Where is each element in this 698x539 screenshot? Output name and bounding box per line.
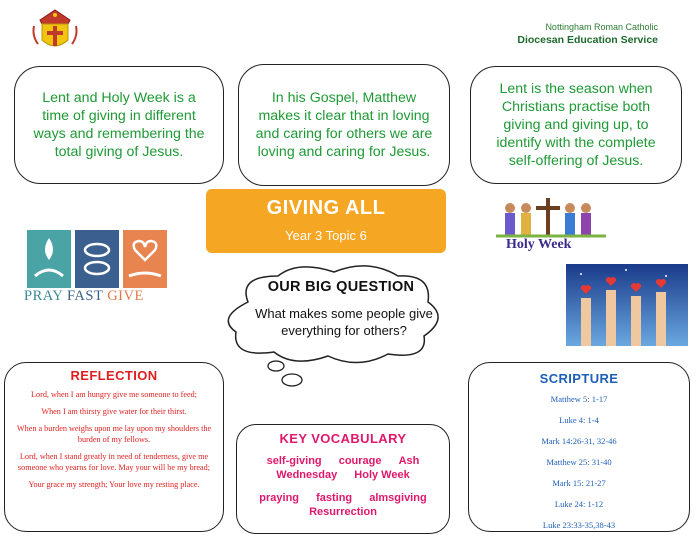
vocab-word: Wednesday [276,469,338,482]
page-subtitle: Year 3 Topic 6 [285,228,367,243]
reflection-line: When a burden weighs upon me lay upon my shoulders the burden of my fellows. [16,424,212,445]
reflection-line: Lord, when I am hungry give me someone to feed; [31,390,197,399]
scripture-ref: Luke 24: 1-12 [554,499,604,509]
logo-give: GIVE [107,288,144,304]
org-line-1: Nottingham Roman Catholic [545,22,658,32]
vocab-word: praying [259,491,300,504]
vocab-word: Resurrection [309,505,377,518]
reflection-heading: REFLECTION [70,368,158,383]
info-box-text: In his Gospel, Matthew makes it clear that in loving and caring for others we are loving and caring for Jesus. [255,89,433,161]
info-box-lent-season [470,66,682,184]
holy-week-label: Holy Week [506,237,572,252]
pray-fast-give-text [24,288,174,305]
scripture-heading: SCRIPTURE [539,371,619,386]
vocabulary-heading: KEY VOCABULARY [279,431,407,446]
logo-pray: PRAY [24,288,63,304]
holy-week-figures-icon [496,196,606,238]
vocab-word: self-giving [266,455,322,467]
org-line-2: Diocesan Education Service [517,34,658,46]
scripture-box [468,362,690,532]
scripture-ref: Luke 4: 1-4 [559,415,599,425]
info-box-matthew [238,64,450,186]
vocab-word: fasting [316,491,353,504]
scripture-ref: Matthew 25: 31-40 [546,457,612,467]
scripture-ref: Mark 15: 21-27 [552,478,606,488]
reflection-box [4,362,224,532]
info-box-lent-holy-week [14,66,224,184]
big-question-text: What makes some people give everything for others? [255,306,433,338]
vocab-word: courage [338,455,382,467]
scripture-ref: Matthew 5: 1-17 [550,394,608,404]
raised-hands-hearts-icon [566,264,688,346]
big-question-title: OUR BIG QUESTION [267,279,415,295]
diocese-crest-icon [28,6,82,56]
vocabulary-row [243,491,443,520]
vocab-word: Ash [398,455,420,467]
title-banner [206,189,446,253]
reflection-line: Your grace my strength; Your love my resting place. [28,480,200,490]
reflection-line: Lord, when I stand greatly in need of tenderness, give me someone who yearns for love. May your will be my bread; [17,452,211,473]
scripture-ref: Mark 14:26-31, 32-46 [541,436,617,446]
vocab-word: almsgiving [369,491,427,504]
logo-fast: FAST [66,288,104,304]
org-name [517,22,658,46]
info-box-text: Lent and Holy Week is a time of giving in different ways and remembering the total giving of Jesus. [33,89,205,161]
vocab-word: Holy Week [354,469,410,482]
reflection-line: When I am thirsty give water for their thirst. [41,407,187,417]
scripture-ref: Luke 23:33-35,38-43 [542,520,616,530]
key-vocabulary-box [236,424,450,534]
vocabulary-row [243,454,443,483]
page-title: GIVING ALL [266,197,386,219]
info-box-text: Lent is the season when Christians practise both giving and giving up, to identify with the complete self-offering of Jesus. [496,80,656,170]
